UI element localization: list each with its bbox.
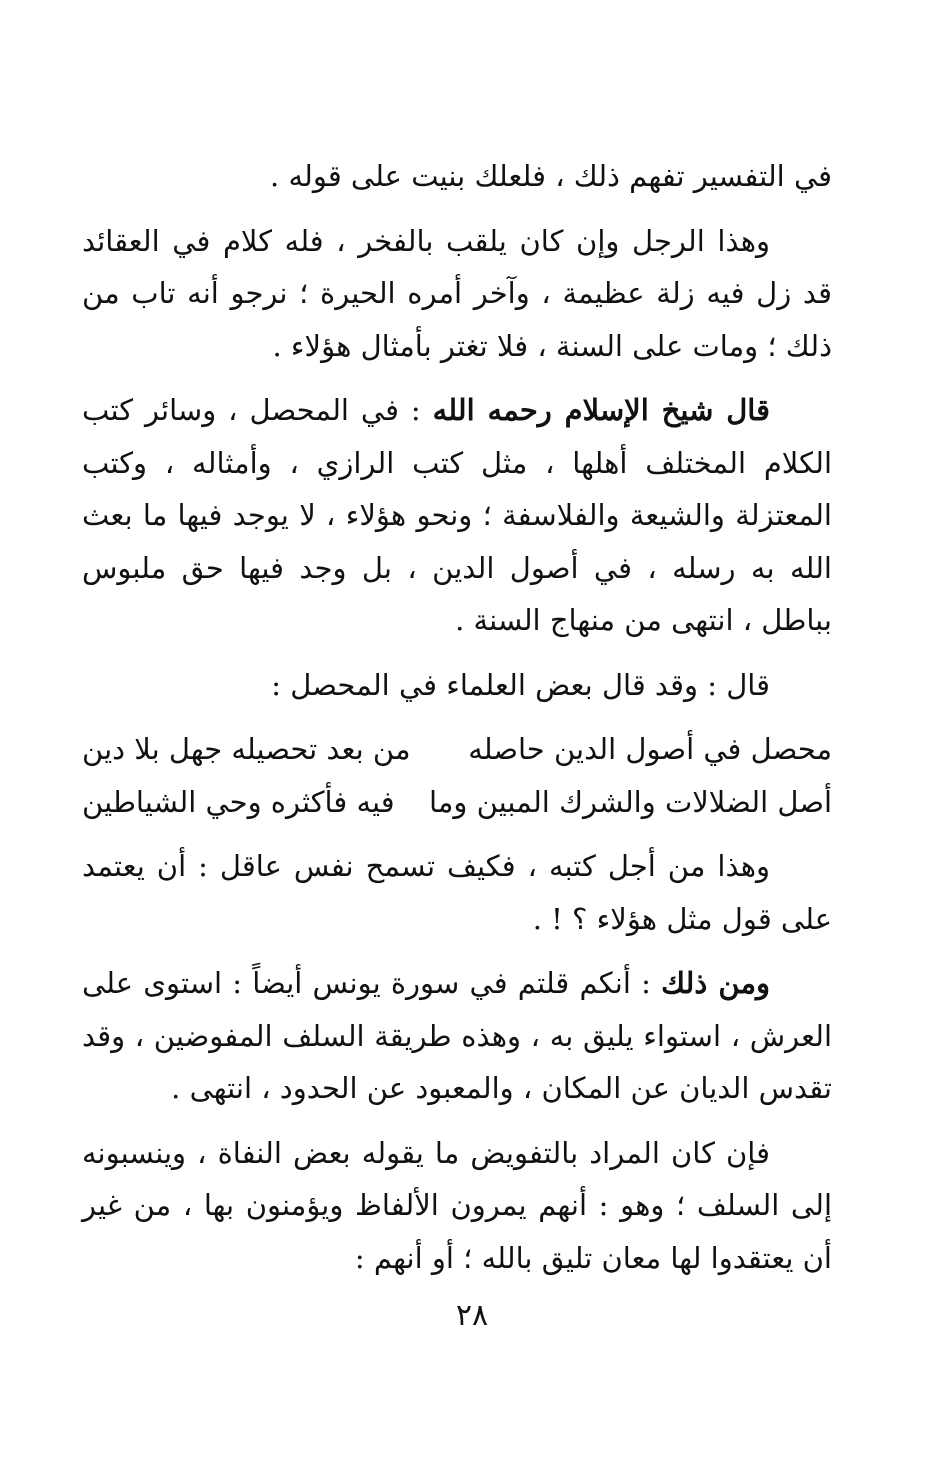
paragraph-2-text: وهذا الرجل وإن كان يلقب بالفخر ، فله كلام في العقائد قد زل فيه زلة عظيمة ، وآخر أمره الحيرة ؛ نرجو أنه تاب من ذلك ؛ ومات على السنة ، فلا تغتر بأمثال هؤلاء . [82,223,832,363]
verse-1-first-hemistich: محصل في أصول الدين حاصله [468,732,832,766]
paragraph-1-text: في التفسير تفهم ذلك ، فلعلك بنيت على قوله . [270,159,832,193]
sheikh-al-islam-heading: قال شيخ الإسلام رحمه الله [432,393,770,427]
verse-1-second-hemistich: من بعد تحصيله جهل بلا دين [82,732,411,766]
paragraph-6 [82,957,832,1115]
poem-verse-1 [82,723,832,776]
paragraph-7 [82,1127,832,1285]
verse-2-first-hemistich: أصل الضلالات والشرك المبين وما [429,784,832,819]
verse-2-second-hemistich: فيه فأكثره وحي الشياطين [82,784,395,819]
paragraph-4-text: قال : وقد قال بعض العلماء في المحصل : [271,667,770,702]
paragraph-1 [82,150,832,203]
paragraph-7-text: فإن كان المراد بالتفويض ما يقوله بعض النفاة ، وينسبونه إلى السلف ؛ وهو : أنهم يمرون الألفاظ ويؤمنون بها ، من غير أن يعتقدوا لها معان تليق بالله ؛ أو أنهم : [82,1135,832,1275]
paragraph-6-text: : أنكم قلتم في سورة يونس أيضاً : استوى على العرش ، استواء يليق به ، وهذه طريقة السلف المفوضين ، وقد تقدس الديان عن المكان ، والمعبود عن الحدود ، انتهى . [82,966,832,1105]
poem-verse-2 [82,776,832,829]
paragraph-4 [82,659,832,712]
paragraph-3 [82,384,832,647]
page-number: ٢٨ [455,1298,489,1333]
paragraph-5-text: وهذا من أجل كتبه ، فكيف تسمح نفس عاقل : أن يعتمد على قول مثل هؤلاء ؟ ! . [82,849,832,936]
page-body [82,150,832,1296]
paragraph-2 [82,215,832,373]
min-dhalik-heading: ومن ذلك [661,966,770,1000]
paragraph-5 [82,840,832,945]
poem [82,723,832,828]
paragraph-3-text: : في المحصل ، وسائر كتب الكلام المختلف أهلها ، مثل كتب الرازي ، وأمثاله ، وكتب المعتزلة والشيعة والفلاسفة ؛ ونحو هؤلاء ، لا يوجد فيها ما بعث الله به رسله ، في أصول الدين ، بل وجد فيها حق ملبوس بباطل ، انتهى من منهاج السنة . [82,393,832,637]
